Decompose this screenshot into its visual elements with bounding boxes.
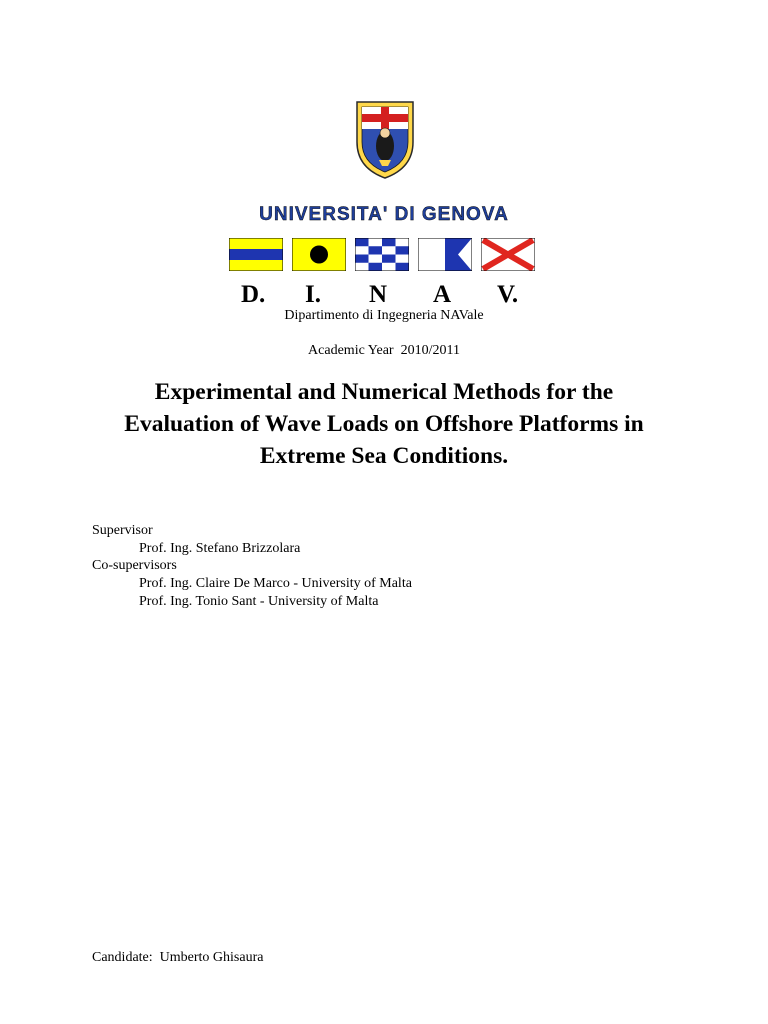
supervisor-name: Prof. Ing. Stefano Brizzolara (139, 541, 301, 556)
thesis-title-line: Extreme Sea Conditions. (259, 443, 509, 469)
acronym-letter: A (433, 281, 452, 308)
thesis-title (60, 376, 708, 472)
cosupervisor-name: Prof. Ing. Claire De Marco - University of Malta (139, 576, 412, 591)
academic-year: Academic Year 2010/2011 (308, 343, 460, 358)
signal-flags-row (229, 238, 537, 272)
university-crest-logo (355, 100, 415, 180)
candidate-line: Candidate: Umberto Ghisaura (92, 950, 264, 965)
acronym-letter: N (369, 281, 388, 308)
department-name: Dipartimento di Ingegneria NAVale (284, 308, 484, 323)
acronym-letter: V. (497, 281, 519, 308)
flag-i-india-icon (292, 238, 346, 271)
acronym-letter: D. (241, 281, 266, 308)
university-name: UNIVERSITA' DI GENOVA (259, 204, 509, 225)
flag-n-november-icon (355, 238, 409, 271)
thesis-title-line: Evaluation of Wave Loads on Offshore Platforms in (124, 411, 644, 437)
flag-a-alfa-icon (418, 238, 472, 271)
acronym-letter: I. (305, 281, 321, 308)
thesis-title-line: Experimental and Numerical Methods for the (154, 379, 614, 405)
cosupervisor-name: Prof. Ing. Tonio Sant - University of Malta (139, 594, 379, 609)
flag-d-delta-icon (229, 238, 283, 271)
supervisor-heading: Supervisor (92, 523, 153, 538)
flag-v-victor-icon (481, 238, 535, 271)
cosupervisors-heading: Co-supervisors (92, 558, 177, 573)
